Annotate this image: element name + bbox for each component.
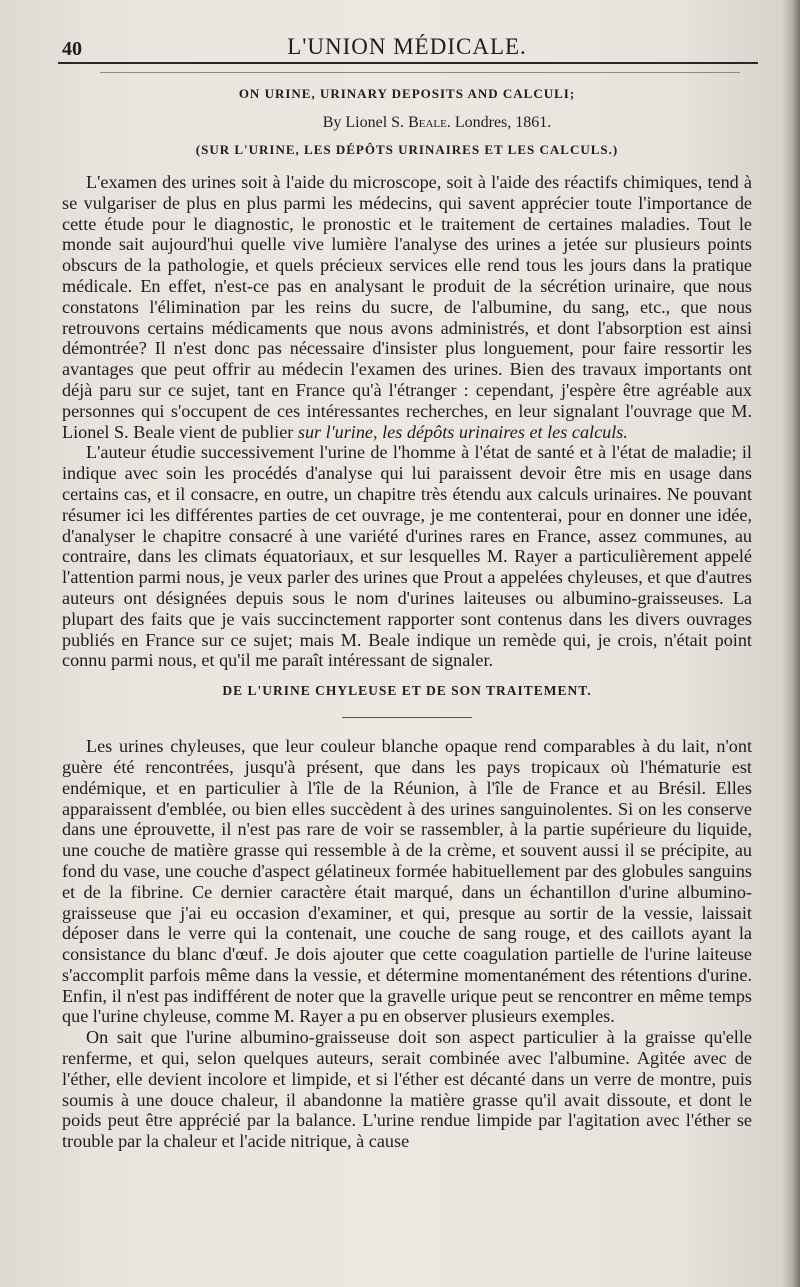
paragraph-intro-text: L'examen des urines soit à l'aide du microscope, soit à l'aide des réactifs chimiques, tend à se vulgariser de plus en plus parmi les médecins, qui savent apprécier toute l'importance de cette étude pour le diagnostic, le pronostic et le traitement de certaines maladies. Tout le monde sait aujourd'hui quelle vive lumière l'analyse des urines a jetée sur plusieurs points obscurs de la pathologie, et quels précieux services elle rend tous les jours dans la pratique médicale. En effet, n'est-ce pas en analysant le produit de la sécrétion urinaire, que nous constatons l'élimination par les reins du sucre, de l'albumine, du sang, etc., que nous retrouvons certains médicaments que nous avons administrés, et dont l'absorption est ainsi démontrée? Il n'est donc pas nécessaire d'insister plus longuement, pour faire ressortir les avantages que peut offrir au médecin l'examen des urines. Bien des travaux importants ont déjà paru sur ce sujet, tant en France qu'à l'étranger : cependant, j'espère être agréable aux personnes qui s'occupent de ces intéressantes recherches, en leur signalant l'ouvrage que M. Lionel S. Beale vient de publier	[62, 172, 752, 442]
header-rule-thin	[100, 72, 740, 73]
byline	[62, 114, 752, 136]
byline-author: Beale.	[408, 114, 451, 131]
page-edge-shadow	[782, 0, 800, 1287]
page-number: 40	[62, 38, 82, 60]
byline-prefix: By Lionel S.	[322, 114, 405, 131]
paragraph-chylous-urine: Les urines chyleuses, que leur couleur blanche opaque rend comparables à du lait, n'ont guère été rencontrées, jusqu'à présent, que dans les pays tropicaux où l'hématurie est endémique, et en particulier à l'île de la Réunion, à l'île de France et au Brésil. Elles apparaissent d'emblée, ou bien elles succèdent à des urines sanguinolentes. Si on les conserve dans une éprouvette, il n'est pas rare de voir se rassembler, à la partie supérieure du liquide, une couche de matière grasse qui ressemble à de la crème, et souvent aussi il se précipite, au fond du vase, une couche d'aspect gélatineux formée habituellement par des globules sanguins et de la fibrine. Ce dernier caractère était marqué, dans un échantillon d'urine albumino-graisseuse que j'ai eu occasion d'examiner, et qui, presque au sortir de la vessie, laissait déposer dans le verre qui la contenait, une couche de sang rouge, et des caillots ayant la consistance du blanc d'œuf. Je dois ajouter que cette coagulation partielle de l'urine laiteuse s'accomplit parfois même dans la vessie, et détermine momentanément des rétentions d'urine. Enfin, il n'est pas indifférent de noter que la gravelle urique peut se rencontrer en même temps que l'urine chyleuse, comme M. Rayer a pu en observer plusieurs exemples.	[62, 736, 752, 1027]
book-title-italic: sur l'urine, les dépôts urinaires et les calculs.	[297, 421, 628, 442]
article-subtitle: (SUR L'URINE, LES DÉPÔTS URINAIRES ET LES CALCULS.)	[195, 142, 619, 157]
article-body	[62, 78, 752, 1152]
header-rule	[58, 62, 758, 64]
paragraph-intro	[62, 172, 752, 442]
section-rule	[342, 717, 472, 718]
paragraph-albumino-fatty-urine: On sait que l'urine albumino-graisseuse doit son aspect particulier à la graisse qu'elle renferme, et qui, selon quelques auteurs, serait combinée avec l'albumine. Agitée avec de l'éther, elle devient incolore et limpide, et si l'éther est décanté dans un verre de montre, puis soumis à une douce chaleur, il abandonne la matière grasse qu'il avait dissoute, et dont le poids peut être apprécié par la balance. L'urine rendue limpide par l'agitation avec l'éther se trouble par la chaleur et l'acide nitrique, à cause	[62, 1027, 752, 1152]
byline-suffix: Londres, 1861.	[450, 114, 552, 131]
running-head	[62, 26, 752, 66]
paragraph-author-overview: L'auteur étudie successivement l'urine de l'homme à l'état de santé et à l'état de maladie; il indique avec soin les procédés d'analyse qui lui paraissent devoir être mis en usage dans certains cas, et il consacre, en outre, un chapitre très étendu aux calculs urinaires. Ne pouvant résumer ici les différentes parties de cet ouvrage, je me contenterai, pour en donner une idée, d'analyser le chapitre consacré à une variété d'urines rares en France, assez communes, au contraire, dans les climats équatoriaux, et sur lesquelles M. Rayer a particulièrement appelé l'attention parmi nous, je veux parler des urines que Prout a appelées chyleuses, et que d'autres auteurs ont désignées depuis sous le nom d'urines laiteuses ou albumino-graisseuses. La plupart des faits que je vais succinctement rapporter sont contenus dans les divers ouvrages publiés en France sur ce sujet; mais M. Beale indique un remède qui, je crois, n'était point connu parmi nous, et qu'il me paraît intéressant de signaler.	[62, 442, 752, 671]
section-title: DE L'URINE CHYLEUSE ET DE SON TRAITEMENT.	[222, 683, 592, 699]
journal-title: L'UNION MÉDICALE.	[287, 34, 527, 59]
book-title: ON URINE, URINARY DEPOSITS AND CALCULI;	[238, 86, 576, 101]
